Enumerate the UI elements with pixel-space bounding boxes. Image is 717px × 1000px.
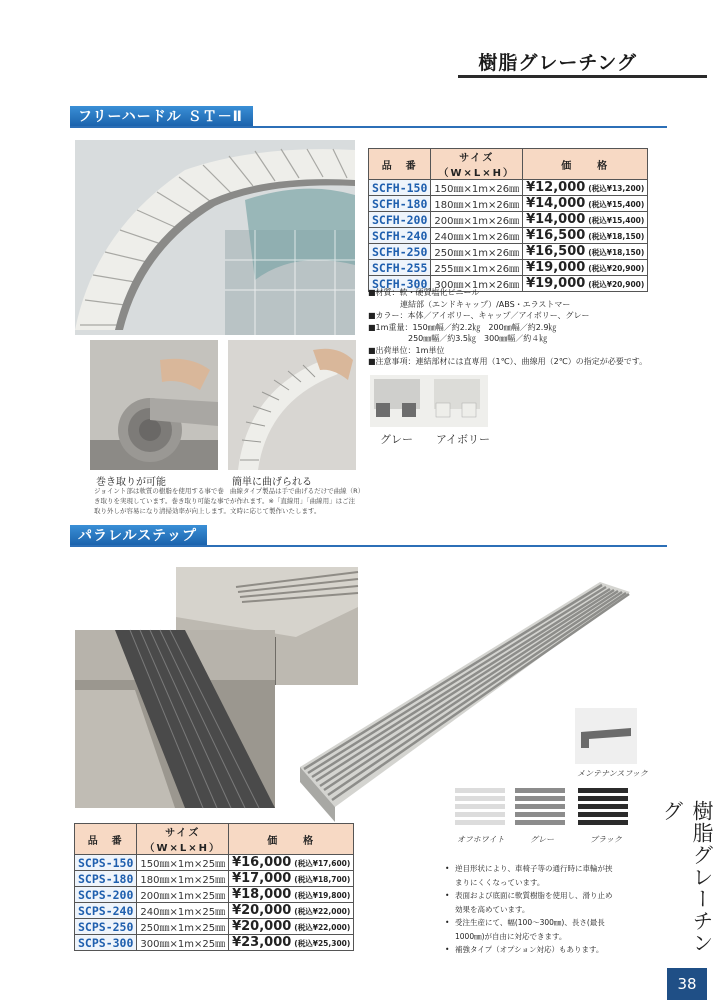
caption-line: 文時に応じて製作いたします。 <box>230 507 321 515</box>
product-code: SCFH-255 <box>369 260 431 276</box>
spec-note: ■注意事項：連結部材には直専用（1℃）、曲線用（2℃）の指定が必要です。 <box>368 357 648 366</box>
feature-item: • 補強タイプ（オプション対応）もあります。 <box>445 943 645 957</box>
price-value: ¥19,000 <box>526 260 586 275</box>
product-size: 250㎜×1m×25㎜ <box>137 919 229 935</box>
product-size: 240㎜×1m×26㎜ <box>431 228 523 244</box>
product-size: 180㎜×1m×25㎜ <box>137 871 229 887</box>
product-price <box>229 855 354 871</box>
feature-item-cont: 1000㎜)が自由に対応できます。 <box>455 931 567 941</box>
feature-item-cont: まりにくくなっています。 <box>455 877 545 887</box>
header-price: 価 格 <box>229 824 354 855</box>
price-tax: (税込¥15,400) <box>588 216 645 225</box>
spec-note: 250㎜幅／約3.5㎏ 300㎜幅／約４㎏ <box>368 334 548 343</box>
table-row <box>369 196 648 212</box>
product-size: 180㎜×1m×26㎜ <box>431 196 523 212</box>
product-size: 250㎜×1m×26㎜ <box>431 244 523 260</box>
price-tax: (税込¥13,200) <box>588 184 645 193</box>
table-row <box>75 855 354 871</box>
product-code: SCFH-300 <box>369 276 431 292</box>
maintenance-hook-photo <box>575 708 637 764</box>
price-value: ¥20,000 <box>232 919 292 934</box>
section2-rule <box>70 545 667 547</box>
product-price <box>523 228 648 244</box>
table-row <box>75 871 354 887</box>
maintenance-hook-label: メンテナンスフック <box>577 769 648 778</box>
price-tax: (税込¥19,800) <box>294 891 351 900</box>
page-title: 樹脂グレーチング <box>478 52 637 74</box>
color-sample-photo <box>370 375 488 427</box>
product-code: SCFH-180 <box>369 196 431 212</box>
swatch-label-offwhite: オフホワイト <box>457 835 505 844</box>
product-code: SCPS-240 <box>75 903 137 919</box>
price-tax: (税込¥17,600) <box>294 859 351 868</box>
walkway-installation-photo <box>75 630 275 808</box>
caption-bend-title: 簡単に曲げられる <box>232 477 312 488</box>
parallel-step-product-photo <box>290 567 640 825</box>
section1-spec-notes <box>368 287 668 368</box>
product-size: 200㎜×1m×26㎜ <box>431 212 523 228</box>
price-value: ¥14,000 <box>526 196 586 211</box>
table-row <box>75 919 354 935</box>
price-tax: (税込¥25,300) <box>294 939 351 948</box>
section2-spec-table <box>74 823 354 951</box>
caption-roll-title: 巻き取りが可能 <box>96 477 166 488</box>
table-header-row <box>369 149 648 180</box>
price-value: ¥19,000 <box>526 276 586 291</box>
curved-grating-photo <box>75 140 355 335</box>
swatch-label-gray: グレー <box>530 835 554 844</box>
product-size: 300㎜×1m×26㎜ <box>431 276 523 292</box>
price-tax: (税込¥20,900) <box>588 264 645 273</box>
section2-feature-list <box>445 862 645 957</box>
section1-header <box>70 105 253 127</box>
spec-note: ■材質：軟・硬質塩化ビニール <box>368 288 480 297</box>
table-row <box>369 260 648 276</box>
color-label-ivory: アイボリー <box>436 433 491 446</box>
spec-note: ■1m重量：150㎜幅／約2.2㎏ 200㎜幅／約2.9㎏ <box>368 322 557 332</box>
table-row <box>369 180 648 196</box>
caption-line: き取りを実現しています。巻き取り可能な事で <box>94 497 230 505</box>
product-code: SCPS-250 <box>75 919 137 935</box>
table-row <box>369 212 648 228</box>
price-tax: (税込¥18,150) <box>588 232 645 241</box>
title-rule <box>458 75 707 78</box>
product-price <box>523 212 648 228</box>
price-value: ¥18,000 <box>232 887 292 902</box>
price-value: ¥12,000 <box>526 180 586 195</box>
product-code: SCPS-200 <box>75 887 137 903</box>
price-value: ¥16,000 <box>232 855 292 870</box>
product-price <box>229 871 354 887</box>
product-size: 150㎜×1m×26㎜ <box>431 180 523 196</box>
price-tax: (税込¥18,700) <box>294 875 351 884</box>
feature-item: • 表面および底面に軟質樹脂を使用し、滑り止め <box>445 889 645 903</box>
side-index-label: 樹脂グレーチング <box>660 800 714 954</box>
rolled-grating-photo <box>90 340 218 470</box>
section1-heading: フリーハードル ＳＴ－Ⅱ <box>70 106 253 126</box>
feature-item: • 逆目形状により、車椅子等の通行時に車輪が挟 <box>445 862 645 876</box>
product-price <box>523 260 648 276</box>
product-price <box>523 244 648 260</box>
price-tax: (税込¥15,400) <box>588 200 645 209</box>
price-value: ¥16,500 <box>526 244 586 259</box>
product-size: 150㎜×1m×25㎜ <box>137 855 229 871</box>
price-value: ¥17,000 <box>232 871 292 886</box>
product-price <box>229 903 354 919</box>
product-size: 300㎜×1m×25㎜ <box>137 935 229 951</box>
table-row <box>75 903 354 919</box>
header-size: サイズ（W×L×H） <box>431 149 523 180</box>
caption-bend-text <box>230 486 364 516</box>
caption-roll-text <box>94 486 230 516</box>
section1-rule <box>70 126 667 128</box>
price-value: ¥20,000 <box>232 903 292 918</box>
bent-grating-photo <box>228 340 356 470</box>
table-row <box>75 935 354 951</box>
product-code: SCFH-240 <box>369 228 431 244</box>
price-tax: (税込¥20,900) <box>588 280 645 289</box>
product-price <box>229 919 354 935</box>
price-tax: (税込¥22,000) <box>294 923 351 932</box>
table-header-row <box>75 824 354 855</box>
product-code: SCFH-150 <box>369 180 431 196</box>
caption-line: 曲線タイプ製品は手で曲げるだけで曲線（R） <box>230 487 365 495</box>
product-price <box>523 196 648 212</box>
feature-item-cont: 効果を高めています。 <box>455 904 530 914</box>
section2-header <box>70 524 207 546</box>
side-index-tab <box>660 800 714 970</box>
page-number: 38 <box>667 968 707 1000</box>
table-row <box>369 244 648 260</box>
swatch-gray <box>515 788 565 826</box>
swatch-label-black: ブラック <box>590 835 622 844</box>
section1-spec-table <box>368 148 648 292</box>
price-value: ¥16,500 <box>526 228 586 243</box>
product-price <box>229 887 354 903</box>
swatch-offwhite <box>455 788 505 826</box>
price-tax: (税込¥22,000) <box>294 907 351 916</box>
spec-note: ■カラー：本体／アイボリー、キャップ／アイボリー、グレー <box>368 311 590 320</box>
section2-heading: パラレルステップ <box>70 525 207 545</box>
caption-line: ジョイント部は軟質の樹脂を使用する事で巻 <box>94 487 224 495</box>
price-value: ¥23,000 <box>232 935 292 950</box>
product-code: SCPS-180 <box>75 871 137 887</box>
caption-line: が作れます。※「直線用」「曲線用」はご注 <box>230 497 356 505</box>
header-code: 品 番 <box>369 149 431 180</box>
header-size: サイズ（W×L×H） <box>137 824 229 855</box>
header-code: 品 番 <box>75 824 137 855</box>
product-price <box>523 180 648 196</box>
product-size: 200㎜×1m×25㎜ <box>137 887 229 903</box>
header-price: 価 格 <box>523 149 648 180</box>
product-size: 240㎜×1m×25㎜ <box>137 903 229 919</box>
product-code: SCPS-300 <box>75 935 137 951</box>
product-code: SCPS-150 <box>75 855 137 871</box>
feature-item: • 受注生産にて、幅(100～300㎜)、長さ(最長 <box>445 916 645 930</box>
product-size: 255㎜×1m×26㎜ <box>431 260 523 276</box>
table-row <box>75 887 354 903</box>
color-label-gray: グレー <box>380 433 413 446</box>
swatch-black <box>578 788 628 826</box>
price-value: ¥14,000 <box>526 212 586 227</box>
spec-note: ■出荷単位：1m単位 <box>368 345 445 355</box>
product-price <box>229 935 354 951</box>
table-row <box>369 228 648 244</box>
product-code: SCFH-250 <box>369 244 431 260</box>
spec-note: 連結部（エンドキャップ）/ABS・エラストマー <box>368 299 571 309</box>
product-code: SCFH-200 <box>369 212 431 228</box>
caption-line: 取り外しが容易になり清掃効率が向上します。 <box>94 507 230 515</box>
price-tax: (税込¥18,150) <box>588 248 645 257</box>
